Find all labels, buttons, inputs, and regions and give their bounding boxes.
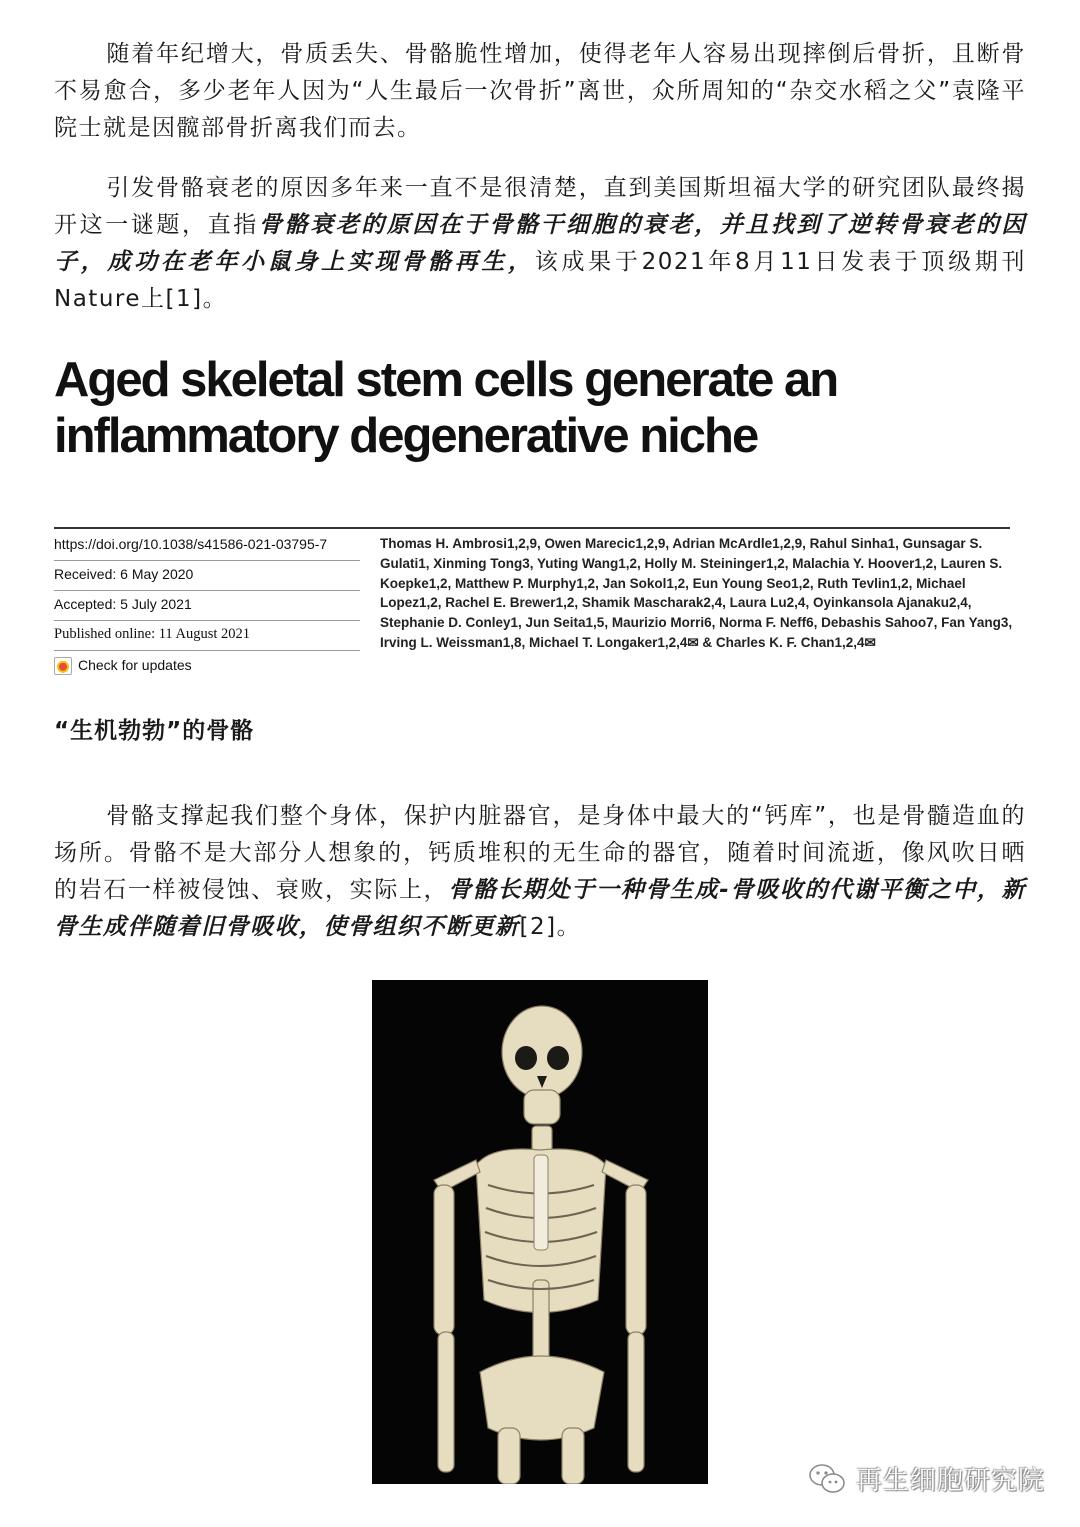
article-metadata xyxy=(54,531,360,680)
check-updates-icon xyxy=(54,657,72,675)
left-humerus xyxy=(434,1185,454,1335)
skeleton-illustration xyxy=(372,980,708,1484)
right-eye-socket xyxy=(547,1046,569,1070)
article-title: Aged skeletal stem cells generate an inflammatory degenerative niche xyxy=(54,353,838,463)
accepted-date: Accepted: 5 July 2021 xyxy=(54,591,360,621)
right-forearm xyxy=(628,1332,644,1472)
pelvis xyxy=(480,1356,604,1440)
published-date: Published online: 11 August 2021 xyxy=(54,621,360,651)
left-eye-socket xyxy=(515,1046,537,1070)
received-date: Received: 6 May 2020 xyxy=(54,561,360,591)
wechat-icon xyxy=(808,1463,846,1495)
intro-paragraph-1: 随着年纪增大，骨质丢失、骨骼脆性增加，使得老年人容易出现摔倒后骨折，且断骨不易愈合，多少老年人因为“人生最后一次骨折”离世，众所周知的“杂交水稻之父”袁隆平院士就是因髋部骨折离我们而去。 xyxy=(54,41,1026,141)
intro-paragraph-2: 引发骨骼衰老的原因多年来一直不是很清楚，直到美国斯坦福大学的研究团队最终揭开这一谜题，直指骨骼衰老的原因在于骨骼干细胞的衰老，并且找到了逆转骨衰老的因子，成功在老年小鼠身上实现骨骼再生，该成果于2021年8月11日发表于顶级期刊Nature上[1]。 xyxy=(54,175,1027,312)
section-heading: “生机勃勃”的骨骼 xyxy=(54,718,255,744)
watermark xyxy=(808,1460,1045,1497)
sternum xyxy=(534,1155,548,1250)
check-updates-button[interactable]: Check for updates xyxy=(54,651,360,680)
section-emphasis: 骨骼长期处于一种骨生成-骨吸收的代谢平衡之中，新骨生成伴随着旧骨吸收，使骨组织不断更新 xyxy=(54,877,1027,940)
author-list: Thomas H. Ambrosi1,2,9, Owen Marecic1,2,9, Adrian McArdle1,2,9, Rahul Sinha1, Gunsagar S. Gulati1, Xinming Tong3, Yuting Wang1,2, Holly M. Steininger1,2, Malachia Y. Hoover1,2, Lauren S. Koepke1,2, Matthew P. Murphy1,2, Jan Sokol1,2, Eun Young Seo1,2, Ruth Tevlin1,2, Michael Lopez1,2, Rachel E. Brewer1,2, Shamik Mascharak2,4, Laura Lu2,4, Oyinkansola Ajanaku2,4, Stephanie D. Conley1, Jun Seita1,5, Maurizio Morri6, Norma F. Neff6, Debashis Sahoo7, Fan Yang3, Irving L. Weissman1,8, Michael T. Longaker1,2,4✉ & Charles K. F. Chan1,2,4✉ xyxy=(380,536,1013,650)
section-paragraph: 骨骼支撑起我们整个身体，保护内脏器官，是身体中最大的“钙库”，也是骨髓造血的场所。骨骼不是大部分人想象的，钙质堆积的无生命的器官，随着时间流逝，像风吹日晒的岩石一样被侵蚀、衰败，实际上，骨骼长期处于一种骨生成-骨吸收的代谢平衡之中，新骨生成伴随着旧骨吸收，使骨组织不断更新[2]。 xyxy=(54,803,1027,940)
jaw xyxy=(524,1090,560,1124)
left-femur xyxy=(498,1428,520,1484)
watermark-text: 再生细胞研究院 xyxy=(856,1466,1046,1496)
intro-emphasis: 骨骼衰老的原因在于骨骼干细胞的衰老，并且找到了逆转骨衰老的因子，成功在老年小鼠身上实现骨骼再生， xyxy=(54,212,1027,275)
right-femur xyxy=(562,1428,584,1484)
doi-link[interactable]: https://doi.org/10.1038/s41586-021-03795-7 xyxy=(54,531,360,561)
skeleton-photo xyxy=(372,980,708,1484)
right-humerus xyxy=(626,1185,646,1335)
left-forearm xyxy=(438,1332,454,1472)
metadata-rule xyxy=(54,527,1010,529)
neck xyxy=(532,1126,552,1152)
